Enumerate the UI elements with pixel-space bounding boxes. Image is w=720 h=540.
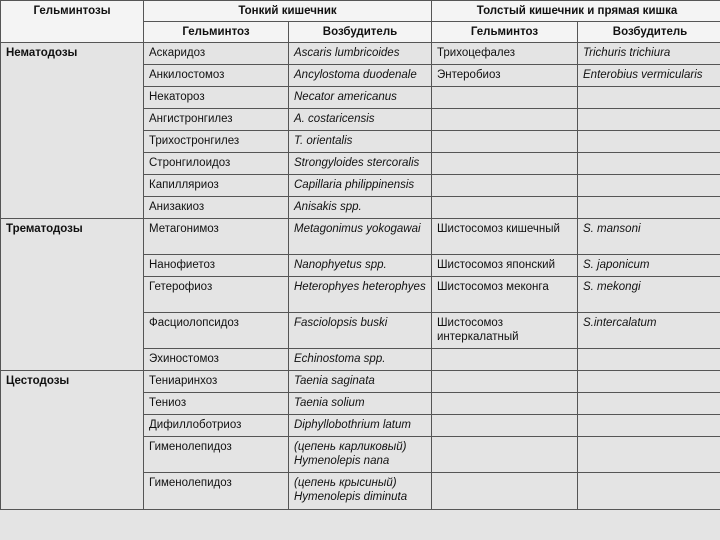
table-row — [1, 219, 720, 255]
large-helminthosis-cell — [432, 87, 578, 109]
large-helminthosis-cell — [432, 371, 578, 393]
large-helminthosis-cell — [432, 415, 578, 437]
small-agent-cell: Ancylostoma duodenale — [289, 65, 432, 87]
large-agent-cell — [578, 473, 720, 510]
large-agent-cell: S. mansoni — [578, 219, 720, 255]
large-helminthosis-cell — [432, 109, 578, 131]
large-helminthosis-cell — [432, 473, 578, 510]
large-agent-cell — [578, 371, 720, 393]
small-agent-cell: Diphyllobothrium latum — [289, 415, 432, 437]
header-helminthoses: Гельминтозы — [1, 1, 144, 43]
large-agent-cell — [578, 349, 720, 371]
large-helminthosis-cell: Трихоцефалез — [432, 43, 578, 65]
table-row — [1, 43, 720, 65]
large-agent-cell — [578, 393, 720, 415]
header-large-intestine: Толстый кишечник и прямая кишка — [432, 1, 720, 22]
large-agent-cell: S. japonicum — [578, 255, 720, 277]
large-helminthosis-cell — [432, 175, 578, 197]
small-agent-cell: Fasciolopsis buski — [289, 313, 432, 349]
small-agent-cell: Ascaris lumbricoides — [289, 43, 432, 65]
small-agent-cell: Nanophyetus spp. — [289, 255, 432, 277]
small-agent-cell: Heterophyes heterophyes — [289, 277, 432, 313]
small-agent-cell: (цепень крысиный) Hymenolepis diminuta — [289, 473, 432, 510]
large-agent-cell: Trichuris trichiura — [578, 43, 720, 65]
large-helminthosis-cell — [432, 197, 578, 219]
large-helminthosis-cell — [432, 131, 578, 153]
small-agent-cell: A. costaricensis — [289, 109, 432, 131]
small-agent-cell: Necator americanus — [289, 87, 432, 109]
small-agent-cell: Anisakis spp. — [289, 197, 432, 219]
small-agent-cell: (цепень карликовый) Hymenolepis nana — [289, 437, 432, 473]
large-agent-cell: Enterobius vermicularis — [578, 65, 720, 87]
small-helminthosis-cell: Ангистронгилез — [144, 109, 289, 131]
small-helminthosis-cell: Анизакиоз — [144, 197, 289, 219]
group-name: Нематодозы — [1, 43, 144, 219]
group-name: Трематодозы — [1, 219, 144, 371]
small-agent-cell: T. orientalis — [289, 131, 432, 153]
large-agent-cell: S.intercalatum — [578, 313, 720, 349]
small-agent-cell: Capillaria philippinensis — [289, 175, 432, 197]
small-helminthosis-cell: Тениаринхоз — [144, 371, 289, 393]
small-helminthosis-cell: Фасциолопсидоз — [144, 313, 289, 349]
large-agent-cell — [578, 437, 720, 473]
large-helminthosis-cell: Шистосомоз японский — [432, 255, 578, 277]
small-helminthosis-cell: Гетерофиоз — [144, 277, 289, 313]
small-helminthosis-cell: Эхиностомоз — [144, 349, 289, 371]
small-agent-cell: Strongyloides stercoralis — [289, 153, 432, 175]
small-agent-cell: Taenia solium — [289, 393, 432, 415]
header-small-agent: Возбудитель — [289, 22, 432, 43]
large-agent-cell — [578, 87, 720, 109]
large-agent-cell — [578, 175, 720, 197]
large-agent-cell: S. mekongi — [578, 277, 720, 313]
small-agent-cell: Metagonimus yokogawai — [289, 219, 432, 255]
header-large-agent: Возбудитель — [578, 22, 720, 43]
table-row — [1, 371, 720, 393]
small-helminthosis-cell: Гименолепидоз — [144, 473, 289, 510]
header-large-helminthosis: Гельминтоз — [432, 22, 578, 43]
small-helminthosis-cell: Стронгилоидоз — [144, 153, 289, 175]
large-helminthosis-cell: Шистосомоз кишечный — [432, 219, 578, 255]
large-helminthosis-cell — [432, 437, 578, 473]
large-helminthosis-cell — [432, 153, 578, 175]
table-body — [1, 43, 720, 510]
header-small-helminthosis: Гельминтоз — [144, 22, 289, 43]
large-helminthosis-cell — [432, 393, 578, 415]
large-agent-cell — [578, 415, 720, 437]
large-agent-cell — [578, 131, 720, 153]
header-small-intestine: Тонкий кишечник — [144, 1, 432, 22]
small-helminthosis-cell: Аскаридоз — [144, 43, 289, 65]
small-helminthosis-cell: Дифиллоботриоз — [144, 415, 289, 437]
small-agent-cell: Echinostoma spp. — [289, 349, 432, 371]
small-helminthosis-cell: Некатороз — [144, 87, 289, 109]
large-helminthosis-cell: Энтеробиоз — [432, 65, 578, 87]
small-helminthosis-cell: Трихостронгилез — [144, 131, 289, 153]
small-agent-cell: Taenia saginata — [289, 371, 432, 393]
small-helminthosis-cell: Гименолепидоз — [144, 437, 289, 473]
large-agent-cell — [578, 153, 720, 175]
small-helminthosis-cell: Капилляриоз — [144, 175, 289, 197]
large-helminthosis-cell — [432, 349, 578, 371]
small-helminthosis-cell: Тениоз — [144, 393, 289, 415]
large-helminthosis-cell: Шистосомоз меконга — [432, 277, 578, 313]
large-helminthosis-cell: Шистосомоз интеркалатный — [432, 313, 578, 349]
small-helminthosis-cell: Анкилостомоз — [144, 65, 289, 87]
small-helminthosis-cell: Нанофиетоз — [144, 255, 289, 277]
large-agent-cell — [578, 197, 720, 219]
small-helminthosis-cell: Метагонимоз — [144, 219, 289, 255]
group-name: Цестодозы — [1, 371, 144, 510]
large-agent-cell — [578, 109, 720, 131]
